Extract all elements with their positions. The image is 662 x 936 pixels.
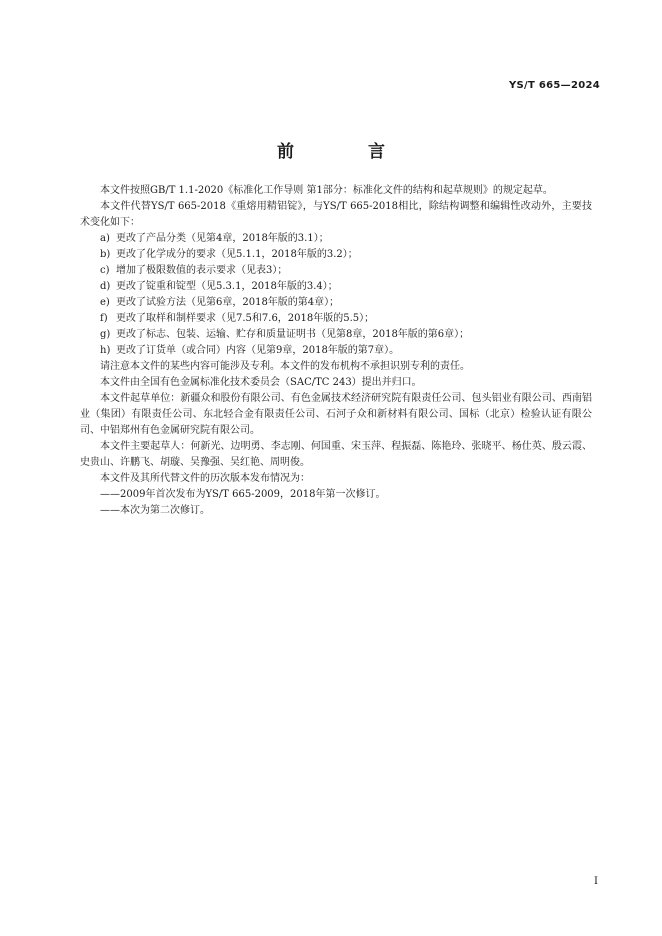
list-item [80,279,592,295]
list-item-label: h) [100,345,111,356]
list-item [80,343,592,359]
list-item-text: 增加了极限数值的表示要求（见表3）； [116,265,288,276]
history-item: ——2009年首次发布为YS/T 665-2009，2018年第一次修订。 [100,489,386,500]
list-item [80,327,592,343]
changes-list [80,231,592,359]
list-item [80,311,592,327]
list-item-text: 更改了锭重和锭型（见5.3.1，2018年版的3.4）； [116,281,338,292]
page-title: 前 言 [277,142,419,162]
paragraph-drafting-basis: 本文件按照GB/T 1.1-2020《标准化工作导则 第1部分：标准化文件的结构和起草规则》的规定起草。 [100,185,553,196]
list-item-label: e) [100,297,110,308]
list-item [80,247,592,263]
list-item-label: f) [100,313,108,324]
paragraph-history-intro: 本文件及其所代替文件的历次版本发布情况为： [100,473,310,484]
list-item-text: 更改了产品分类（见第4章，2018年版的3.1）； [116,233,329,244]
list-item-label: c) [100,265,110,276]
list-item [80,263,592,279]
paragraph-patent-notice: 请注意本文件的某些内容可能涉及专利。本文件的发布机构不承担识别专利的责任。 [100,361,470,372]
page-number: I [594,876,598,887]
list-item-text: 更改了取样和制样要求（见7.5和7.6，2018年版的5.5）； [116,313,375,324]
paragraph-proposer: 本文件由全国有色金属标准化技术委员会（SAC/TC 243）提出并归口。 [100,377,422,388]
history-item: ——本次为第二次修订。 [100,505,210,516]
foreword-body [80,183,592,519]
list-item-label: g) [100,329,111,340]
list-item [80,231,592,247]
list-item-label: d) [100,281,111,292]
paragraph-replacement: 本文件代替YS/T 665-2018《重熔用精铝锭》，与YS/T 665-2018相比，除结构调整和编辑性改动外，主要技术变化如下： [80,201,592,228]
list-item-text: 更改了标志、包装、运输、贮存和质量证明书（见第8章，2018年版的第6章）； [116,329,470,340]
list-item-text: 更改了化学成分的要求（见5.1.1，2018年版的3.2）； [116,249,358,260]
list-item-text: 更改了订货单（或合同）内容（见第9章，2018年版的第7章）。 [116,345,400,356]
list-item-label: b) [100,249,111,260]
paragraph-drafting-units: 本文件起草单位：新疆众和股份有限公司、有色金属技术经济研究院有限责任公司、包头铝业有限公司、西南铝业（集团）有限责任公司、东北轻合金有限责任公司、石河子众和新材料有限公司、国标（北京）检验认证有限公司、中铝郑州有色金属研究院有限公司。 [80,393,592,436]
list-item [80,295,592,311]
paragraph-drafters: 本文件主要起草人：何新光、边明勇、李志刚、何国重、宋玉萍、程振磊、陈艳玲、张晓平、杨仕英、殷云霞、史贵山、许鹏飞、胡璇、吴豫强、吴红艳、周明俊。 [80,441,592,468]
list-item-text: 更改了试验方法（见第6章，2018年版的第4章）； [116,297,340,308]
standard-code: YS/T 665—2024 [508,80,600,91]
list-item-label: a) [100,233,110,244]
